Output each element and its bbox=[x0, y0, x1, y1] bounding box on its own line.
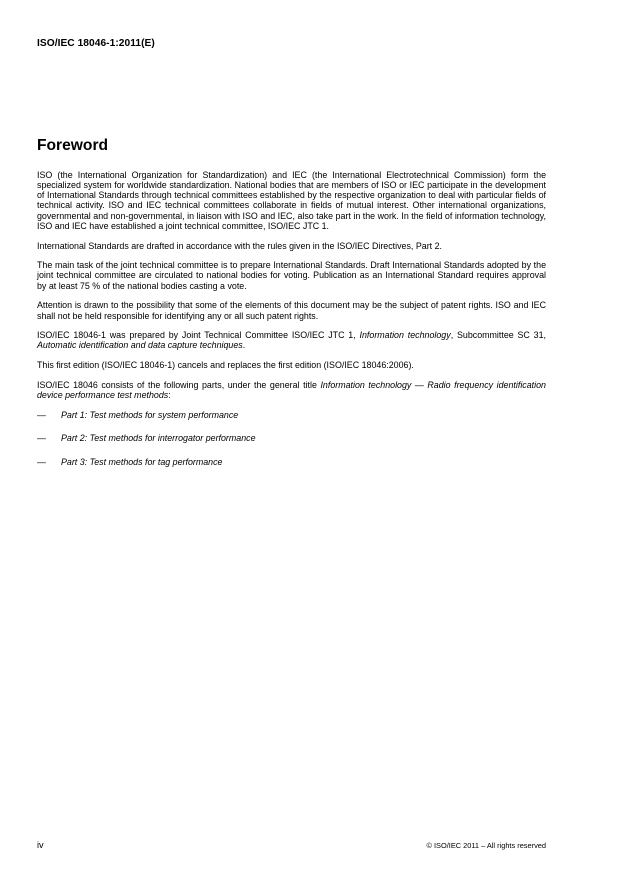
dash-marker: — bbox=[37, 409, 46, 420]
p5-text-e: . bbox=[242, 340, 246, 351]
page-number: iv bbox=[37, 840, 44, 850]
foreword-paragraph-3: The main task of the joint technical committee is to prepare International Standards. Draft International Standards adopted by the joint technical committee are circulated to national bodies for voting. Publication as an International Standard requires approval by at least 75 % of the national bodies casting a vote. bbox=[37, 260, 546, 291]
p7-text-c: : bbox=[168, 390, 171, 401]
parts-list-item bbox=[37, 433, 546, 443]
p5-text-b: Information technology bbox=[359, 330, 451, 341]
p5-text-d: Automatic identification and data capture techniques bbox=[37, 340, 243, 351]
p5-text-a: ISO/IEC 18046-1 was prepared by Joint Technical Committee ISO/IEC JTC 1, bbox=[37, 330, 360, 341]
parts-list-item bbox=[37, 410, 546, 420]
document-header-id: ISO/IEC 18046-1:2011(E) bbox=[37, 38, 155, 49]
copyright-notice: © ISO/IEC 2011 – All rights reserved bbox=[426, 841, 546, 850]
part-title: Part 2: Test methods for interrogator performance bbox=[61, 433, 256, 444]
p7-text-a: ISO/IEC 18046 consists of the following parts, under the general title bbox=[37, 379, 321, 390]
foreword-paragraph-2: International Standards are drafted in accordance with the rules given in the ISO/IEC Directives, Part 2. bbox=[37, 240, 443, 251]
foreword-paragraph-1: ISO (the International Organization for Standardization) and IEC (the International Electrotechnical Commission) form the specialized system for worldwide standardization. National bodies that are members of ISO or IEC participate in the development of International Standards through technical committees established by the respective organization to deal with particular fields of technical activity. ISO and IEC technical committees collaborate in fields of mutual interest. Other international organizations, governmental and non-governmental, in liaison with ISO and IEC, also take part in the work. In the field of information technology, ISO and IEC have established a joint technical committee, ISO/IEC JTC 1. bbox=[37, 170, 546, 231]
foreword-paragraph-5 bbox=[37, 330, 546, 350]
foreword-body bbox=[37, 170, 546, 480]
parts-list bbox=[37, 410, 546, 467]
foreword-title: Foreword bbox=[37, 137, 109, 154]
foreword-paragraph-4: Attention is drawn to the possibility that some of the elements of this document may be the subject of patent rights. ISO and IEC shall not be held responsible for identifying any or all such patent rights. bbox=[37, 300, 546, 321]
part-title: Part 1: Test methods for system performance bbox=[61, 409, 239, 420]
foreword-paragraph-7 bbox=[37, 380, 546, 400]
p7-text-b: Information technology — Radio frequency identification device performance test methods bbox=[37, 379, 546, 401]
p5-text-c: , Subcommittee SC 31, bbox=[450, 330, 547, 341]
dash-marker: — bbox=[37, 433, 46, 444]
foreword-paragraph-6: This first edition (ISO/IEC 18046-1) cancels and replaces the first edition (ISO/IEC 18046:2006). bbox=[37, 360, 414, 371]
parts-list-item bbox=[37, 457, 546, 467]
dash-marker: — bbox=[37, 456, 46, 467]
part-title: Part 3: Test methods for tag performance bbox=[61, 456, 223, 467]
